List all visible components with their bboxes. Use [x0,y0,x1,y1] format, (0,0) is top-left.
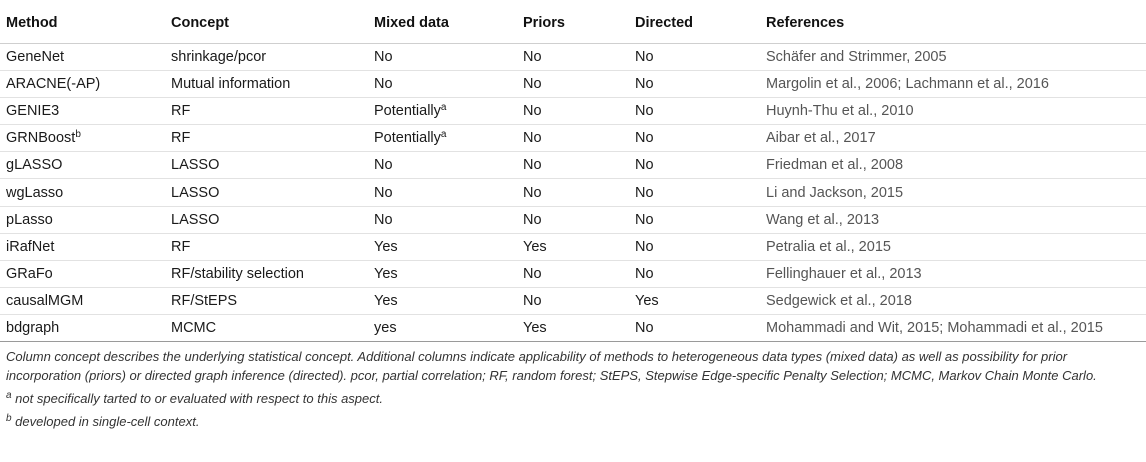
cell-references [766,314,1146,341]
cell-priors-text: No [523,211,542,228]
cell-references-text: Fellinghauer et al., 2013 [766,265,922,282]
cell-concept-text: shrinkage/pcor [171,49,267,66]
cell-references-text: Schäfer and Strimmer, 2005 [766,49,947,66]
cell-references [766,44,1146,71]
cell-mixed-data [374,125,523,152]
cell-method-text: bdgraph [6,319,60,336]
cell-directed [635,44,766,71]
cell-concept [171,287,374,314]
cell-priors-text: Yes [523,319,547,336]
table-row [0,287,1146,314]
table-row [0,233,1146,260]
cell-priors-text: No [523,49,542,66]
cell-directed-text: No [635,76,654,93]
cell-directed [635,233,766,260]
cell-method [0,44,171,71]
cell-priors-text: No [523,157,542,174]
cell-references [766,233,1146,260]
cell-concept-text: LASSO [171,184,220,201]
cell-priors-text: Yes [523,238,547,255]
cell-priors-text: No [523,103,542,120]
cell-concept-text: Mutual information [171,76,291,93]
cell-concept-text: MCMC [171,319,217,336]
header-method: Method [0,2,171,44]
cell-mixed-data [374,152,523,179]
cell-mixed-data [374,233,523,260]
cell-mixed-data-text: Potentially [374,103,441,120]
footnote-a-text: not specifically tarted to or evaluated with respect to this aspect. [11,391,383,406]
cell-references-text: Huynh-Thu et al., 2010 [766,103,914,120]
cell-concept [171,98,374,125]
footnote-b-text: developed in single-cell context. [11,414,200,429]
cell-references-text: Petralia et al., 2015 [766,238,891,255]
cell-method [0,152,171,179]
table-caption: Column concept describes the underlying statistical concept. Additional columns indicate applicability of methods to heterogeneous data types (mixed data) as well as possibility for prior incorporation (priors) or directed graph inference (directed). pcor, partial correlation; RF, random forest; StEPS, Stepwise Edge-specific Penalty Selection; MCMC, Markov Chain Monte Carlo. [6,349,1097,383]
cell-method-text: gLASSO [6,157,63,174]
cell-references [766,71,1146,98]
cell-priors [523,260,635,287]
cell-directed-text: No [635,265,654,282]
table-row [0,98,1146,125]
cell-mixed-data-text: No [374,184,393,201]
cell-priors [523,206,635,233]
cell-concept-text: LASSO [171,211,220,228]
cell-references-text: Sedgewick et al., 2018 [766,292,912,309]
cell-directed [635,314,766,341]
cell-concept-text: LASSO [171,157,220,174]
header-mixed-data: Mixed data [374,2,523,44]
cell-references [766,179,1146,206]
header-concept: Concept [171,2,374,44]
cell-method-text: GeneNet [6,49,65,66]
cell-concept-text: RF [171,130,191,147]
cell-directed [635,287,766,314]
header-priors: Priors [523,2,635,44]
cell-method [0,260,171,287]
table-row [0,71,1146,98]
cell-directed [635,71,766,98]
cell-method [0,206,171,233]
cell-method [0,233,171,260]
cell-method-text: wgLasso [6,184,64,201]
cell-concept-text: RF/stability selection [171,265,304,282]
cell-priors [523,125,635,152]
cell-directed [635,98,766,125]
cell-directed [635,206,766,233]
table-row [0,260,1146,287]
cell-method [0,125,171,152]
table-header-row [0,2,1146,44]
cell-directed-text: No [635,157,654,174]
cell-references-text: Mohammadi and Wit, 2015; Mohammadi et al., 2015 [766,319,1103,336]
cell-concept [171,71,374,98]
footnote-b-mark: b [6,413,12,424]
cell-mixed-data-text: No [374,49,393,66]
table-row [0,152,1146,179]
cell-references [766,98,1146,125]
table-body [0,44,1146,342]
cell-priors [523,152,635,179]
cell-directed-text: No [635,184,654,201]
cell-method-text: iRafNet [6,238,55,255]
cell-directed-text: No [635,103,654,120]
cell-mixed-data-text: Yes [374,238,398,255]
footnote-a-mark: a [6,390,12,401]
table-row [0,206,1146,233]
cell-directed [635,125,766,152]
cell-references [766,152,1146,179]
table-row [0,314,1146,341]
cell-mixed-data [374,314,523,341]
cell-method-text: GRaFo [6,265,53,282]
cell-mixed-data-text: Potentially [374,130,441,147]
cell-concept [171,233,374,260]
cell-mixed-data-text: No [374,157,393,174]
cell-references-text: Friedman et al., 2008 [766,157,904,174]
cell-concept [171,206,374,233]
cell-concept [171,260,374,287]
cell-concept [171,179,374,206]
cell-method-text: GRNBoost [6,130,76,147]
cell-references-text: Aibar et al., 2017 [766,130,876,147]
cell-priors-text: No [523,130,542,147]
cell-method [0,314,171,341]
cell-directed-text: Yes [635,292,659,309]
cell-references [766,206,1146,233]
methods-table [0,2,1146,342]
cell-directed [635,152,766,179]
cell-method [0,179,171,206]
cell-mixed-data-text: No [374,76,393,93]
cell-concept [171,314,374,341]
table-row [0,44,1146,71]
cell-method-text: pLasso [6,211,53,228]
cell-references [766,125,1146,152]
cell-directed-text: No [635,49,654,66]
cell-method-text: ARACNE(-AP) [6,76,101,93]
cell-priors [523,233,635,260]
cell-method-text: GENIE3 [6,103,60,120]
cell-mixed-data [374,287,523,314]
cell-priors [523,314,635,341]
cell-concept-text: RF [171,103,191,120]
cell-method-footnote-mark: b [75,129,81,141]
cell-concept-text: RF/StEPS [171,292,238,309]
cell-priors-text: No [523,265,542,282]
cell-method [0,287,171,314]
table-row [0,125,1146,152]
footnote-a [6,389,1136,408]
cell-mixed-data-text: Yes [374,292,398,309]
cell-mixed-data-text: yes [374,319,397,336]
cell-method-text: causalMGM [6,292,84,309]
cell-directed [635,179,766,206]
table-row [0,179,1146,206]
cell-mixed-data [374,206,523,233]
footnote-b [6,412,1136,431]
cell-directed [635,260,766,287]
cell-priors [523,71,635,98]
cell-priors [523,179,635,206]
cell-concept [171,44,374,71]
cell-concept [171,152,374,179]
cell-references [766,287,1146,314]
cell-mixed-data [374,179,523,206]
cell-mixed-data [374,260,523,287]
cell-priors-text: No [523,184,542,201]
cell-references [766,260,1146,287]
cell-concept [171,125,374,152]
cell-priors-text: No [523,292,542,309]
cell-mixed-data-footnote-mark: a [440,102,447,114]
cell-concept-text: RF [171,238,191,255]
cell-references-text: Li and Jackson, 2015 [766,184,904,201]
cell-references-text: Margolin et al., 2006; Lachmann et al., 2016 [766,76,1049,93]
cell-mixed-data-text: No [374,211,393,228]
cell-priors [523,287,635,314]
cell-mixed-data-text: Yes [374,265,398,282]
cell-mixed-data [374,71,523,98]
cell-directed-text: No [635,130,654,147]
header-directed: Directed [635,2,766,44]
cell-mixed-data-footnote-mark: a [440,129,447,141]
cell-method [0,71,171,98]
cell-mixed-data [374,44,523,71]
cell-directed-text: No [635,238,654,255]
cell-references-text: Wang et al., 2013 [766,211,880,228]
table-notes [6,347,1136,431]
cell-priors-text: No [523,76,542,93]
cell-directed-text: No [635,319,654,336]
cell-priors [523,98,635,125]
cell-mixed-data [374,98,523,125]
cell-method [0,98,171,125]
header-references: References [766,2,1146,44]
cell-priors [523,44,635,71]
cell-directed-text: No [635,211,654,228]
